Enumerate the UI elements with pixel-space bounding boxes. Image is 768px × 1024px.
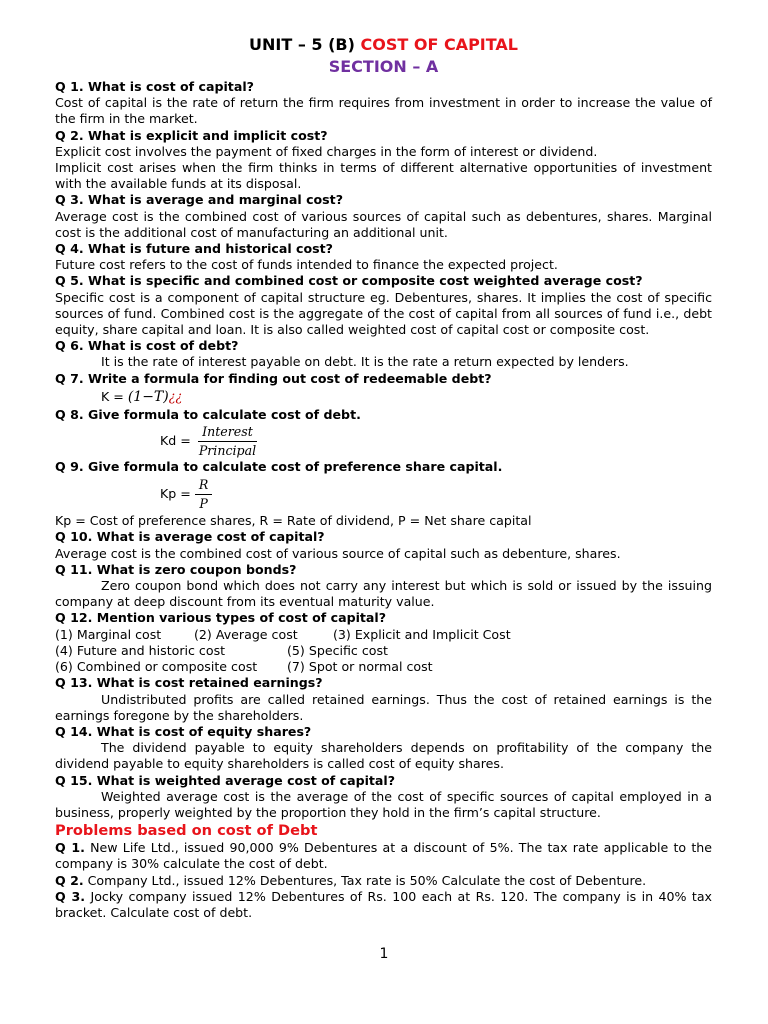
answer-4: Future cost refers to the cost of funds intended to finance the expected project. — [55, 257, 558, 273]
question-13: Q 13. What is cost retained earnings? — [55, 675, 323, 691]
problem-2-text: Company Ltd., issued 12% Debentures, Tax rate is 50% Calculate the cost of Debenture. — [83, 872, 647, 888]
problem-3-text: Jocky company issued 12% Debentures of Rs. 100 each at Rs. 120. The company is in 40% tax bracket. Calculate cost of debt. — [55, 888, 712, 920]
question-1: Q 1. What is cost of capital? — [55, 79, 254, 94]
problem-2-label: Q 2. — [55, 872, 84, 888]
page-title — [55, 34, 712, 56]
answer-9: Kp = Cost of preference shares, R = Rate of dividend, P = Net share capital — [55, 513, 532, 529]
formula-redeemable-debt — [55, 387, 712, 407]
formula-cost-of-debt — [55, 423, 712, 459]
fraction-numerator: Interest — [198, 424, 257, 442]
answer-13: Undistributed profits are called retained earnings. Thus the cost of retained earnings is the earnings foregone by the shareholders. — [55, 691, 712, 723]
question-4: Q 4. What is future and historical cost? — [55, 241, 333, 257]
type-specific: (5) Specific cost — [287, 642, 388, 658]
types-row-1 — [55, 627, 712, 643]
problem-1-text: New Life Ltd., issued 90,000 9% Debentures at a discount of 5%. The tax rate applicable to the company is 30% calculate the cost of debt. — [55, 840, 712, 872]
page-number: 1 — [379, 946, 389, 962]
type-future-historic: (4) Future and historic cost — [55, 642, 226, 658]
formula-7-symbol: ¿¿ — [168, 388, 183, 404]
formula-8-lhs: Kd = — [160, 433, 195, 449]
question-3: Q 3. What is average and marginal cost? — [55, 192, 344, 208]
fraction-numerator: R — [195, 477, 212, 495]
type-spot: (7) Spot or normal cost — [287, 659, 433, 675]
question-9: Q 9. Give formula to calculate cost of preference share capital. — [55, 459, 503, 475]
topic-title: COST OF CAPITAL — [360, 35, 518, 54]
fraction-denominator: P — [199, 496, 208, 512]
question-10: Q 10. What is average cost of capital? — [55, 529, 325, 545]
problem-2 — [55, 873, 712, 889]
answer-6: It is the rate of interest payable on debt. It is the rate a return expected by lenders. — [101, 354, 629, 370]
answer-2b: Implicit cost arises when the firm thinks in terms of different alternative opportunities of investment with the available funds at its disposal. — [55, 160, 712, 192]
answer-14: The dividend payable to equity shareholders depends on profitability of the company the dividend payable to equity shareholders is called cost of equity shares. — [55, 740, 712, 772]
question-7: Q 7. Write a formula for finding out cost of redeemable debt? — [55, 370, 492, 386]
question-8: Q 8. Give formula to calculate cost of debt. — [55, 406, 361, 422]
question-14: Q 14. What is cost of equity shares? — [55, 723, 312, 739]
answer-1: Cost of capital is the rate of return the firm requires from investment in order to increase the value of the firm in the market. — [55, 95, 712, 127]
formula-7-term: (1−T) — [127, 388, 169, 405]
question-12: Q 12. Mention various types of cost of capital? — [55, 610, 387, 626]
type-combined: (6) Combined or composite cost — [55, 659, 258, 675]
answer-11: Zero coupon bond which does not carry any interest but which is sold or issued by the issuing company at deep discount from its eventual maturity value. — [55, 578, 712, 610]
formula-preference-share — [55, 475, 712, 513]
problem-1-label: Q 1. — [55, 840, 85, 856]
fraction-r-p — [195, 477, 212, 512]
answer-10: Average cost is the combined cost of various source of capital such as debenture, shares. — [55, 545, 621, 561]
question-15: Q 15. What is weighted average cost of capital? — [55, 772, 396, 788]
answer-3: Average cost is the combined cost of various sources of capital such as debentures, shares. Marginal cost is the additional cost of manufacturing an additional unit. — [55, 208, 712, 240]
section-heading: SECTION – A — [328, 57, 439, 76]
problem-3-label: Q 3. — [55, 888, 86, 904]
types-row-2 — [55, 643, 712, 659]
types-row-3 — [55, 659, 712, 675]
type-average: (2) Average cost — [194, 626, 298, 642]
fraction-interest-principal — [195, 424, 260, 459]
answer-15: Weighted average cost is the average of the cost of specific sources of capital employed in a business, properly weighted by the proportion they hold in the firm’s capital structure. — [55, 788, 712, 820]
question-11: Q 11. What is zero coupon bonds? — [55, 561, 297, 577]
unit-label: UNIT – 5 (B) — [249, 35, 361, 54]
problem-1 — [55, 840, 712, 872]
question-5: Q 5. What is specific and combined cost or composite cost weighted average cost? — [55, 273, 643, 289]
formula-9-lhs: Kp = — [160, 486, 195, 502]
question-2: Q 2. What is explicit and implicit cost? — [55, 127, 328, 143]
problems-heading: Problems based on cost of Debt — [55, 822, 318, 840]
type-marginal: (1) Marginal cost — [55, 626, 162, 642]
answer-2a: Explicit cost involves the payment of fixed charges in the form of interest or dividend. — [55, 143, 598, 159]
question-6: Q 6. What is cost of debt? — [55, 338, 239, 354]
formula-7-lhs: K = — [101, 388, 128, 404]
type-explicit-implicit: (3) Explicit and Implicit Cost — [333, 626, 511, 642]
document-page — [55, 34, 712, 921]
answer-5: Specific cost is a component of capital structure eg. Debentures, shares. It implies the cost of specific sources of fund. Combined cost is the aggregate of the cost of capital from all sources of fund i.e., debt equity, share capital and loan. It is also called weighted cost of capital cost or composite cost. — [55, 289, 712, 338]
problem-3 — [55, 889, 712, 921]
fraction-denominator: Principal — [198, 443, 257, 459]
